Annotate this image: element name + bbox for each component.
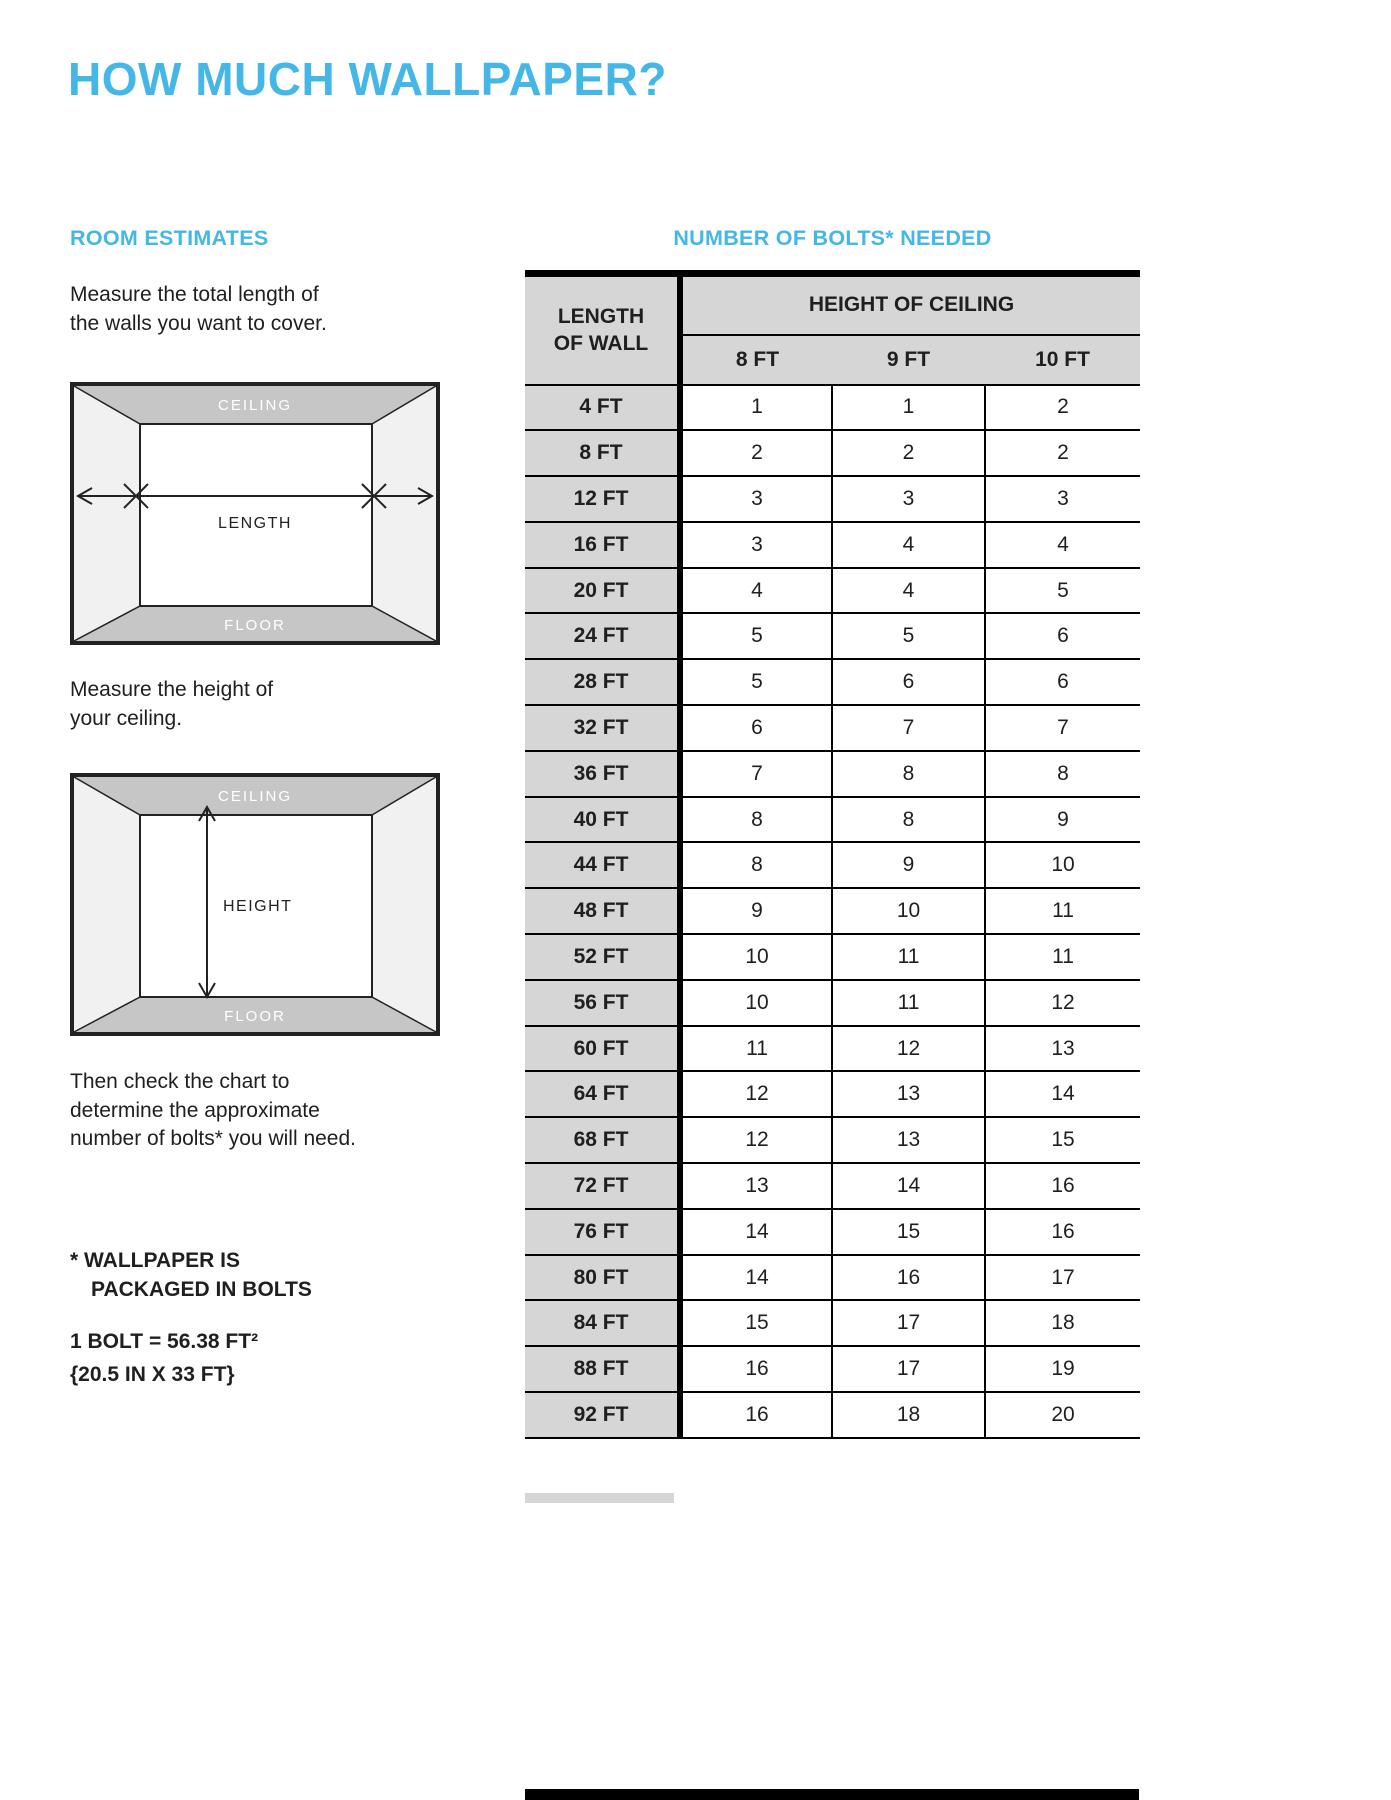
wall-length-cell: 8 FT — [525, 430, 680, 476]
bolt-count-cell: 11 — [985, 934, 1140, 980]
bolt-count-cell: 15 — [832, 1209, 985, 1255]
wall-length-cell: 92 FT — [525, 1392, 680, 1438]
table-row — [525, 522, 1140, 568]
bolt-count-cell: 6 — [985, 613, 1140, 659]
table-row — [525, 705, 1140, 751]
bolt-count-cell: 7 — [985, 705, 1140, 751]
bolt-count-cell: 8 — [680, 842, 832, 888]
bolt-count-cell: 14 — [680, 1255, 832, 1301]
bolt-count-cell: 4 — [680, 568, 832, 614]
wall-length-cell: 40 FT — [525, 797, 680, 843]
wall-length-cell: 28 FT — [525, 659, 680, 705]
wall-length-cell: 88 FT — [525, 1346, 680, 1392]
bottom-rule — [525, 1789, 1139, 1800]
bolt-count-cell: 14 — [680, 1209, 832, 1255]
wall-length-cell: 84 FT — [525, 1300, 680, 1346]
bolt-count-cell: 17 — [832, 1346, 985, 1392]
bolts-table-body — [525, 385, 1140, 1438]
wall-length-cell: 76 FT — [525, 1209, 680, 1255]
bolt-count-cell: 7 — [680, 751, 832, 797]
bolt-equation: 1 BOLT = 56.38 FT² — [70, 1330, 259, 1353]
text-line: Then check the chart to — [70, 1070, 290, 1093]
bolt-count-cell: 9 — [985, 797, 1140, 843]
wall-length-cell: 60 FT — [525, 1026, 680, 1072]
instruction-check-chart — [70, 1068, 356, 1154]
bolt-count-cell: 3 — [680, 522, 832, 568]
bolt-count-cell: 8 — [680, 797, 832, 843]
wall-length-cell: 80 FT — [525, 1255, 680, 1301]
table-row — [525, 1300, 1140, 1346]
height-label: HEIGHT — [223, 898, 293, 915]
bolt-count-cell: 9 — [680, 888, 832, 934]
bolt-count-cell: 3 — [680, 476, 832, 522]
text-line: Measure the total length of — [70, 283, 319, 306]
wall-header-line: LENGTH — [557, 304, 645, 328]
text-line: * WALLPAPER IS — [70, 1249, 240, 1272]
room-diagram-length-svg — [70, 382, 440, 645]
bolt-count-cell: 11 — [832, 980, 985, 1026]
bolt-count-cell: 7 — [832, 705, 985, 751]
wall-length-cell: 68 FT — [525, 1117, 680, 1163]
bolt-count-cell: 10 — [680, 934, 832, 980]
floor-label: FLOOR — [224, 617, 286, 634]
table-row — [525, 1117, 1140, 1163]
ceiling-8ft-header: 8 FT — [680, 335, 832, 385]
length-label: LENGTH — [218, 515, 292, 532]
bolt-count-cell: 12 — [680, 1071, 832, 1117]
bolt-count-cell: 8 — [832, 751, 985, 797]
bolt-count-cell: 14 — [832, 1163, 985, 1209]
table-row — [525, 1392, 1140, 1438]
table-row — [525, 888, 1140, 934]
bolt-count-cell: 16 — [985, 1209, 1140, 1255]
bolt-count-cell: 15 — [985, 1117, 1140, 1163]
bolt-count-cell: 14 — [985, 1071, 1140, 1117]
bolt-count-cell: 10 — [680, 980, 832, 1026]
table-row — [525, 842, 1140, 888]
room-diagram-length — [70, 382, 440, 645]
page-title: HOW MUCH WALLPAPER? — [68, 53, 667, 105]
bolt-count-cell: 16 — [985, 1163, 1140, 1209]
instruction-measure-height — [70, 676, 273, 733]
bolt-count-cell: 5 — [832, 613, 985, 659]
text-line: your ceiling. — [70, 706, 183, 730]
bolt-count-cell: 11 — [832, 934, 985, 980]
bolt-count-cell: 1 — [680, 385, 832, 431]
wall-length-cell: 12 FT — [525, 476, 680, 522]
table-row — [525, 568, 1140, 614]
bolt-count-cell: 19 — [985, 1346, 1140, 1392]
wall-length-cell: 36 FT — [525, 751, 680, 797]
table-row — [525, 430, 1140, 476]
bolt-count-cell: 4 — [985, 522, 1140, 568]
bolts-table — [525, 270, 1140, 1439]
table-row — [525, 1026, 1140, 1072]
table-row — [525, 1071, 1140, 1117]
room-diagram-height-svg — [70, 773, 440, 1036]
bolt-count-cell: 11 — [985, 888, 1140, 934]
bolt-count-cell: 2 — [680, 430, 832, 476]
bolt-count-cell: 11 — [680, 1026, 832, 1072]
room-diagram-height — [70, 773, 440, 1036]
bolt-count-cell: 12 — [680, 1117, 832, 1163]
bolt-count-cell: 16 — [832, 1255, 985, 1301]
bolt-count-cell: 8 — [832, 797, 985, 843]
bolt-count-cell: 16 — [680, 1346, 832, 1392]
left-wall — [74, 777, 140, 1032]
ceiling-10ft-header: 10 FT — [985, 335, 1140, 385]
right-wall — [372, 777, 436, 1032]
bolt-count-cell: 4 — [832, 568, 985, 614]
bolt-count-cell: 9 — [832, 842, 985, 888]
wall-length-cell: 24 FT — [525, 613, 680, 659]
bolt-count-cell: 17 — [985, 1255, 1140, 1301]
bolt-count-cell: 3 — [832, 476, 985, 522]
ceiling-height-header: HEIGHT OF CEILING — [680, 274, 1140, 335]
bolt-count-cell: 20 — [985, 1392, 1140, 1438]
bolt-count-cell: 13 — [832, 1117, 985, 1163]
bolt-count-cell: 18 — [985, 1300, 1140, 1346]
floor-label: FLOOR — [224, 1008, 286, 1025]
wall-length-cell: 56 FT — [525, 980, 680, 1026]
left-wall — [74, 386, 140, 641]
wall-length-cell: 32 FT — [525, 705, 680, 751]
bolt-count-cell: 13 — [832, 1071, 985, 1117]
bolt-count-cell: 6 — [985, 659, 1140, 705]
table-row — [525, 1163, 1140, 1209]
bolt-count-cell: 5 — [680, 613, 832, 659]
bolt-count-cell: 5 — [680, 659, 832, 705]
bolt-count-cell: 15 — [680, 1300, 832, 1346]
bolt-count-cell: 5 — [985, 568, 1140, 614]
table-row — [525, 1255, 1140, 1301]
bolt-count-cell: 13 — [985, 1026, 1140, 1072]
wall-length-cell: 44 FT — [525, 842, 680, 888]
right-wall — [372, 386, 436, 641]
bolt-count-cell: 16 — [680, 1392, 832, 1438]
instruction-measure-length — [70, 281, 327, 338]
bolt-count-cell: 12 — [832, 1026, 985, 1072]
bolt-count-cell: 8 — [985, 751, 1140, 797]
bolt-count-cell: 6 — [680, 705, 832, 751]
table-row — [525, 385, 1140, 431]
table-row — [525, 1346, 1140, 1392]
bolt-count-cell: 10 — [985, 842, 1140, 888]
table-row — [525, 613, 1140, 659]
text-line: determine the approximate — [70, 1098, 320, 1122]
bolt-count-cell: 12 — [985, 980, 1140, 1026]
bolt-count-cell: 2 — [832, 430, 985, 476]
table-row — [525, 659, 1140, 705]
text-line: Measure the height of — [70, 678, 274, 701]
bolt-count-cell: 1 — [832, 385, 985, 431]
bolt-count-cell: 6 — [832, 659, 985, 705]
bolt-count-cell: 17 — [832, 1300, 985, 1346]
wall-length-cell: 20 FT — [525, 568, 680, 614]
wall-length-cell: 52 FT — [525, 934, 680, 980]
bolt-count-cell: 2 — [985, 385, 1140, 431]
wall-length-cell: 48 FT — [525, 888, 680, 934]
wallpaper-bolts-note — [70, 1246, 312, 1304]
ceiling-label: CEILING — [217, 788, 293, 805]
table-bottom-strip — [525, 1493, 674, 1503]
wall-header-line: OF WALL — [553, 332, 649, 356]
bolt-count-cell: 18 — [832, 1392, 985, 1438]
wall-length-header — [525, 274, 680, 385]
table-row — [525, 934, 1140, 980]
text-line: the walls you want to cover. — [70, 311, 327, 335]
table-row — [525, 980, 1140, 1026]
wall-length-cell: 72 FT — [525, 1163, 680, 1209]
table-row — [525, 751, 1140, 797]
table-row — [525, 797, 1140, 843]
wall-length-cell: 16 FT — [525, 522, 680, 568]
bolt-dimensions: {20.5 IN X 33 FT} — [70, 1363, 235, 1386]
bolt-count-cell: 3 — [985, 476, 1140, 522]
bolts-needed-heading: NUMBER OF BOLTS* NEEDED — [673, 226, 992, 250]
wall-length-cell: 64 FT — [525, 1071, 680, 1117]
bolt-count-cell: 2 — [985, 430, 1140, 476]
bolt-count-cell: 13 — [680, 1163, 832, 1209]
ceiling-9ft-header: 9 FT — [832, 335, 985, 385]
bolts-table-wrap — [525, 270, 1140, 1439]
room-estimates-heading: ROOM ESTIMATES — [70, 226, 269, 250]
text-line: PACKAGED IN BOLTS — [91, 1278, 312, 1301]
text-line: number of bolts* you will need. — [70, 1127, 356, 1150]
bolt-count-cell: 10 — [832, 888, 985, 934]
wall-length-cell: 4 FT — [525, 385, 680, 431]
ceiling-label: CEILING — [217, 397, 293, 414]
table-row — [525, 476, 1140, 522]
bolt-count-cell: 4 — [832, 522, 985, 568]
table-row — [525, 1209, 1140, 1255]
